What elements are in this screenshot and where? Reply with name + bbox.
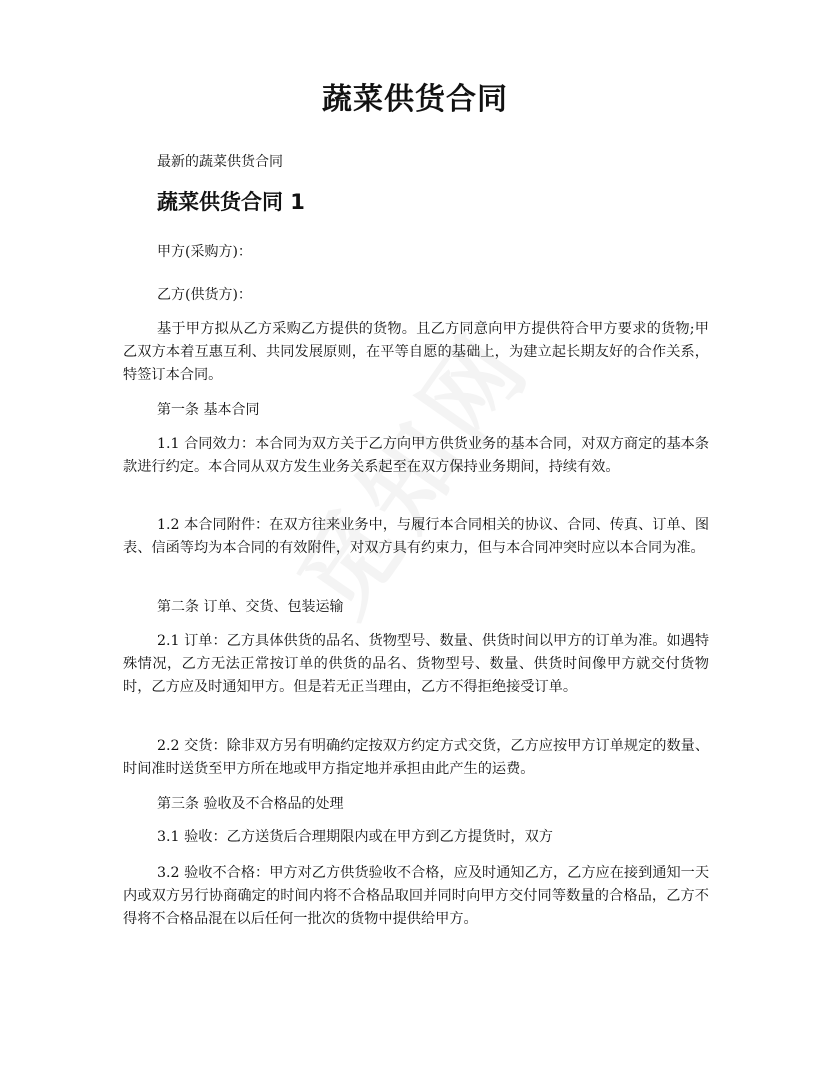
article-2-title: 第二条 订单、交货、包装运输 xyxy=(157,599,344,615)
clause-1-1: 1.1 合同效力：本合同为双方关于乙方向甲方供货业务的基本合同，对双方商定的基本条款进行约定。本合同从双方发生业务关系起至在双方保持业务期间，持续有效。 xyxy=(123,436,710,475)
intro-paragraph: 基于甲方拟从乙方采购乙方提供的货物。且乙方同意向甲方提供符合甲方要求的货物;甲乙双方本着互惠互利、共同发展原则，在平等自愿的基础上，为建立起长期友好的合作关系，特签订本合同。 xyxy=(123,321,709,383)
document-subtitle: 最新的蔬菜供货合同 xyxy=(157,154,283,170)
clause-2-2: 2.2 交货：除非双方另有明确约定按双方约定方式交货，乙方应按甲方订单规定的数量、时间准时送货至甲方所在地或甲方指定地并承担由此产生的运费。 xyxy=(123,738,710,777)
article-3-title: 第三条 验收及不合格品的处理 xyxy=(157,796,344,812)
clause-2-1: 2.1 订单：乙方具体供货的品名、货物型号、数量、供货时间以甲方的订单为准。如遇特殊情况，乙方无法正常按订单的供货的品名、货物型号、数量、供货时间像甲方就交付货物时，乙方应及时通知甲方。但是若无正当理由，乙方不得拒绝接受订单。 xyxy=(123,633,710,695)
document-title: 蔬菜供货合同 xyxy=(322,82,508,117)
clause-3-1: 3.1 验收：乙方送货后合理期限内或在甲方到乙方提货时，双方 xyxy=(157,829,553,845)
party-a-label: 甲方(采购方)： xyxy=(157,244,252,260)
party-b-label: 乙方(供货方)： xyxy=(157,287,252,303)
section-heading: 蔬菜供货合同 1 xyxy=(157,190,305,214)
clause-3-2: 3.2 验收不合格：甲方对乙方供货验收不合格，应及时通知乙方，乙方应在接到通知一天内或双方另行协商确定的时间内将不合格品取回并同时向甲方交付同等数量的合格品，乙方不得将不合格品混在以后任何一批次的货物中提供给甲方。 xyxy=(123,865,710,927)
article-1-title: 第一条 基本合同 xyxy=(157,402,260,418)
clause-1-2: 1.2 本合同附件：在双方往来业务中，与履行本合同相关的协议、合同、传真、订单、图表、信函等均为本合同的有效附件，对双方具有约束力，但与本合同冲突时应以本合同为准。 xyxy=(123,517,710,556)
